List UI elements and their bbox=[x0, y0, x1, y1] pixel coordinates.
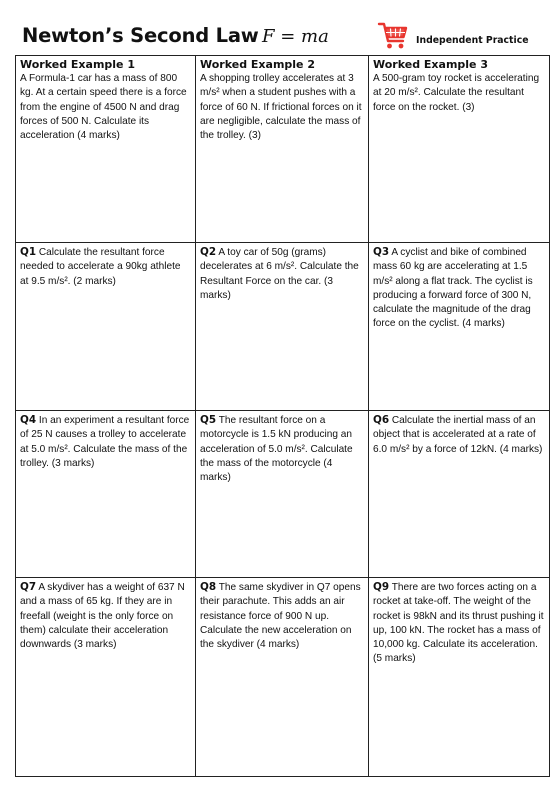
worked-example-3-heading: Worked Example 3 bbox=[373, 58, 488, 71]
q1-text: Calculate the resultant force needed to accelerate a 90kg athlete at 9.5 m/s². (2 marks) bbox=[20, 247, 181, 287]
q9-text: There are two forces acting on a rocket at take-off. The weight of the rocket is 98kN and its thrust pushing it up, 100 kN. The rocket has a mass of 10,000 kg. Calculate its acceleration. (5 marks) bbox=[373, 582, 544, 665]
worked-example-row bbox=[16, 56, 550, 243]
worked-example-3-cell bbox=[369, 56, 550, 243]
question-grid bbox=[15, 55, 550, 777]
q5-text: The resultant force on a motorcycle is 1.5 kN producing an acceleration of 5.0 m/s². Calculate the mass of the motorcycle (4 marks) bbox=[200, 415, 353, 484]
q7-label: Q7 bbox=[20, 581, 37, 593]
q8-text: The same skydiver in Q7 opens their parachute. This adds an air resistance force of 900 N up. Calculate the new acceleration on the skydiver (4 marks) bbox=[200, 582, 361, 651]
q1-cell bbox=[16, 243, 196, 411]
page-header bbox=[0, 0, 560, 56]
q3-text: A cyclist and bike of combined mass 60 kg are accelerating at 1.5 m/s² along a flat track. The cyclist is producing a forward force of 300 N, calculate the magnitude of the drag force on the cyclist. (4 marks) bbox=[373, 247, 533, 330]
question-row-1 bbox=[16, 243, 550, 411]
q6-label: Q6 bbox=[373, 414, 390, 426]
worked-example-1-heading: Worked Example 1 bbox=[20, 58, 135, 71]
q5-cell bbox=[196, 411, 369, 578]
q8-cell bbox=[196, 578, 369, 777]
q4-text: In an experiment a resultant force of 25 N causes a trolley to accelerate at 5.0 m/s². Calculate the mass of the trolley. (3 marks) bbox=[20, 415, 190, 469]
q4-cell bbox=[16, 411, 196, 578]
q2-label: Q2 bbox=[200, 246, 217, 258]
worked-example-2-text: A shopping trolley accelerates at 3 m/s² when a student pushes with a force of 60 N. If frictional forces on it are negligible, calculate the mass of the trolley. (3) bbox=[200, 73, 362, 142]
q6-text: Calculate the inertial mass of an object that is accelerated at a rate of 6.0 m/s² by a force of 12kN. (4 marks) bbox=[373, 415, 543, 455]
formula-text: F = ma bbox=[262, 26, 329, 47]
q3-cell bbox=[369, 243, 550, 411]
q4-label: Q4 bbox=[20, 414, 37, 426]
q1-label: Q1 bbox=[20, 246, 37, 258]
question-row-3 bbox=[16, 578, 550, 777]
q2-text: A toy car of 50g (grams) decelerates at 6 m/s². Calculate the Resultant Force on the car. (3 marks) bbox=[200, 247, 359, 301]
q7-cell bbox=[16, 578, 196, 777]
q9-label: Q9 bbox=[373, 581, 390, 593]
q2-cell bbox=[196, 243, 369, 411]
worked-example-2-heading: Worked Example 2 bbox=[200, 58, 315, 71]
worked-example-2-cell bbox=[196, 56, 369, 243]
q5-label: Q5 bbox=[200, 414, 217, 426]
page-subtitle: Independent Practice bbox=[416, 35, 529, 46]
q9-cell bbox=[369, 578, 550, 777]
page-title: Newton’s Second Law bbox=[22, 24, 259, 47]
q8-label: Q8 bbox=[200, 581, 217, 593]
worked-example-3-text: A 500-gram toy rocket is accelerating at 20 m/s². Calculate the resultant force on the rocket. (3) bbox=[373, 73, 540, 113]
worked-example-1-text: A Formula-1 car has a mass of 800 kg. At a certain speed there is a force from the engine of 4500 N and drag forces of 500 N. Calculate its acceleration (4 marks) bbox=[20, 73, 187, 142]
question-row-2 bbox=[16, 411, 550, 578]
q7-text: A skydiver has a weight of 637 N and a mass of 65 kg. If they are in freefall (weight is the only force on them) calculate their acceleration downwards (3 marks) bbox=[20, 582, 185, 651]
q3-label: Q3 bbox=[373, 246, 390, 258]
shopping-cart-icon bbox=[377, 20, 409, 52]
worked-example-1-cell bbox=[16, 56, 196, 243]
q6-cell bbox=[369, 411, 550, 578]
